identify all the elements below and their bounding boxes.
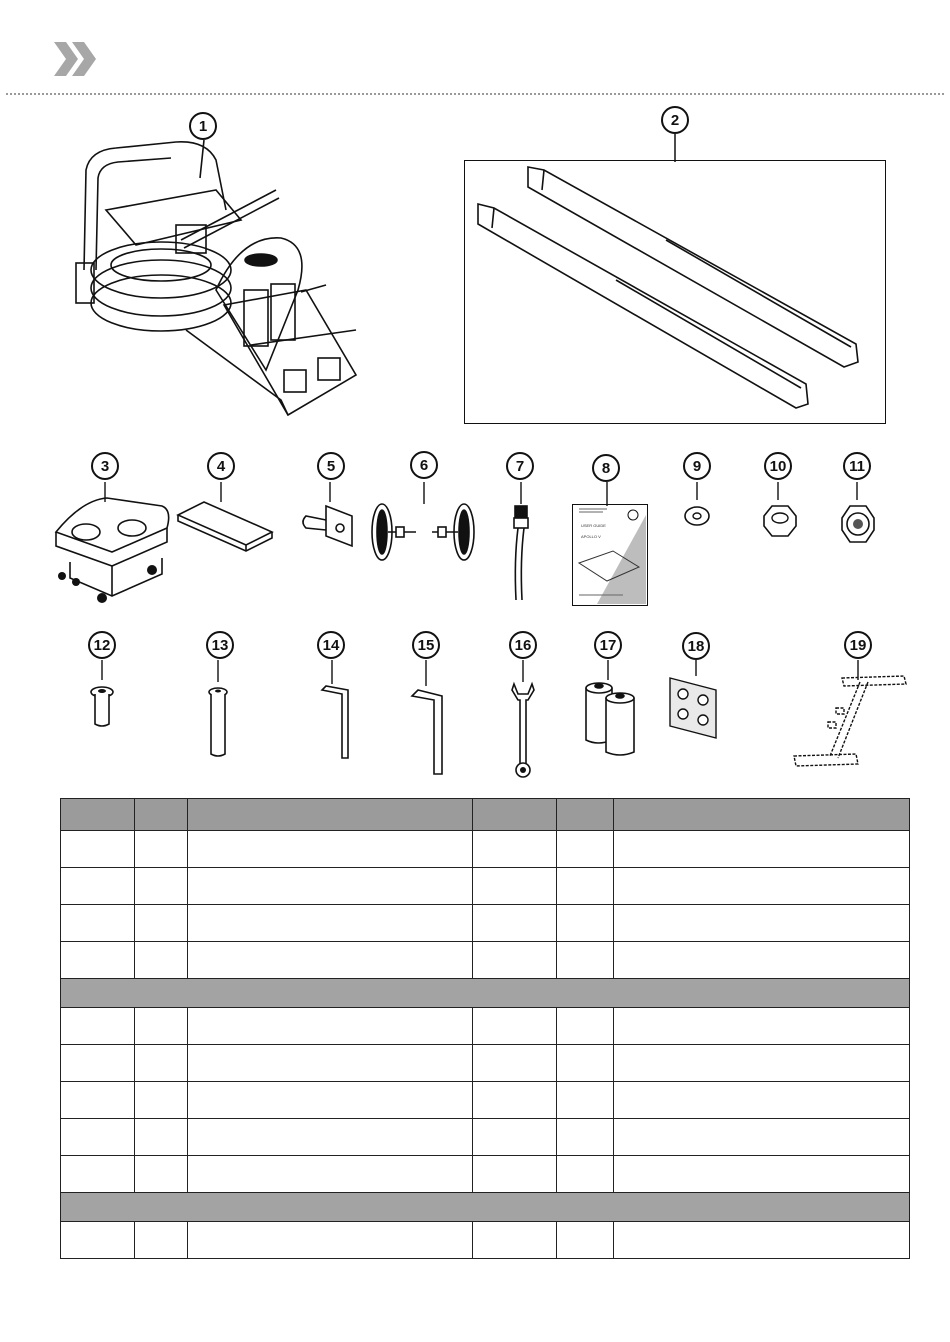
plate-illustration xyxy=(176,480,276,555)
pump-hose-illustration xyxy=(504,480,540,605)
callout-16: 16 xyxy=(509,631,537,659)
callout-8: 8 xyxy=(592,454,620,482)
manual-title: USER GUIDE xyxy=(581,523,606,528)
rower-main-frame-illustration xyxy=(66,120,366,430)
table-row xyxy=(61,1045,910,1082)
callout-7: 7 xyxy=(506,452,534,480)
large-hex-key-illustration xyxy=(408,660,452,780)
header-cell xyxy=(188,799,473,831)
user-guide-manual xyxy=(572,504,648,606)
table-row xyxy=(61,1222,910,1259)
callout-6: 6 xyxy=(410,451,438,479)
table-group-row xyxy=(61,1193,910,1222)
table-header-row xyxy=(61,799,910,831)
long-bolt-illustration xyxy=(204,660,234,760)
parts-table xyxy=(60,798,910,1259)
rails-illustration xyxy=(466,162,884,422)
callout-5: 5 xyxy=(317,452,345,480)
callout-3: 3 xyxy=(91,452,119,480)
callout-11: 11 xyxy=(843,452,871,480)
callout-14: 14 xyxy=(317,631,345,659)
table-row xyxy=(61,1156,910,1193)
table-row xyxy=(61,868,910,905)
lock-nut-illustration xyxy=(838,480,878,546)
callout-1: 1 xyxy=(189,112,217,140)
callout-17: 17 xyxy=(594,631,622,659)
callout-19: 19 xyxy=(844,631,872,659)
callout-12: 12 xyxy=(88,631,116,659)
double-chevron-icon xyxy=(52,40,98,78)
table-row xyxy=(61,1082,910,1119)
callout-15: 15 xyxy=(412,631,440,659)
header-cell xyxy=(473,799,557,831)
manual-model: APOLLO V xyxy=(581,534,601,539)
wheels-illustration xyxy=(366,480,482,570)
callout-10: 10 xyxy=(764,452,792,480)
batteries-illustration xyxy=(580,660,642,760)
table-row xyxy=(61,1008,910,1045)
header-cell xyxy=(614,799,910,831)
callout-4: 4 xyxy=(207,452,235,480)
table-row xyxy=(61,831,910,868)
table-row xyxy=(61,942,910,979)
header-cell xyxy=(557,799,614,831)
header-cell xyxy=(61,799,135,831)
callout-2-leader xyxy=(672,134,678,162)
washer-illustration xyxy=(680,480,716,530)
foot-frame-illustration xyxy=(780,660,916,772)
header-divider xyxy=(6,93,944,95)
pads-sheet-illustration xyxy=(664,660,720,740)
nut-illustration xyxy=(760,480,800,540)
callout-13: 13 xyxy=(206,631,234,659)
spanner-illustration xyxy=(508,660,538,780)
callout-9: 9 xyxy=(683,452,711,480)
seat-illustration xyxy=(52,480,176,605)
short-bolt-illustration xyxy=(88,660,118,730)
bracket-illustration xyxy=(296,480,366,550)
header-cell xyxy=(135,799,188,831)
callout-8-leader xyxy=(604,482,610,506)
small-hex-key-illustration xyxy=(316,660,356,762)
table-row xyxy=(61,1119,910,1156)
table-row xyxy=(61,905,910,942)
callout-2: 2 xyxy=(661,106,689,134)
table-group-row xyxy=(61,979,910,1008)
callout-18: 18 xyxy=(682,632,710,660)
